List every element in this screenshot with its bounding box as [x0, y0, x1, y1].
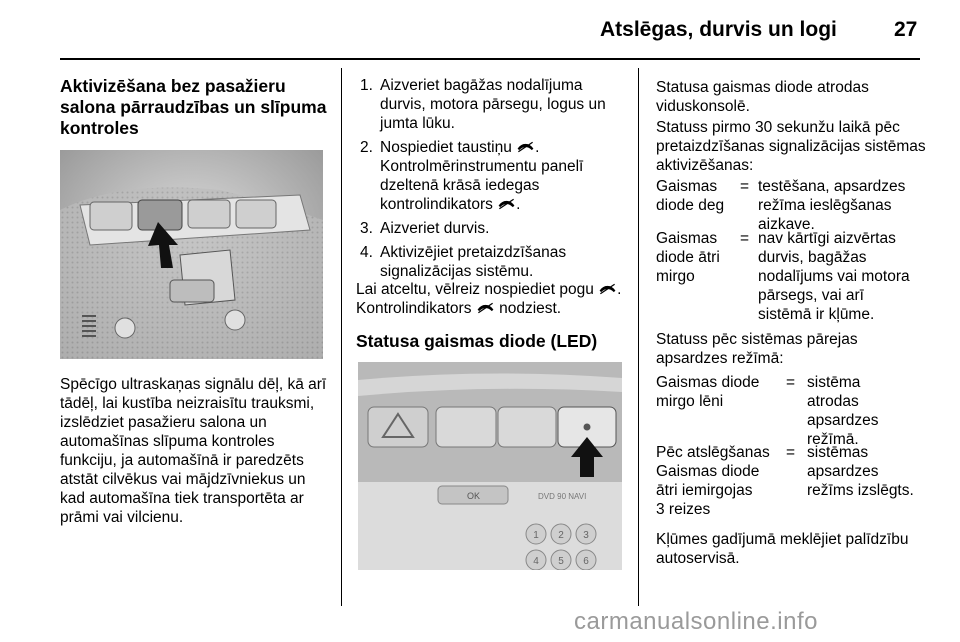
cancel-text-b: . Kontrolindikators: [356, 281, 622, 317]
status-first-30-text: Statuss pirmo 30 sekunžu laikā pēc pretaizdzīšanas signalizācijas sistēmas aktivizēšanas:: [656, 119, 926, 174]
keypad-key-3: 3: [583, 530, 589, 541]
status-equals: =: [786, 374, 796, 391]
center-console-photo: [358, 362, 622, 570]
status-key: Pēc atslēgšanas Gaismas diode ātri iemirgojas 3 reizes: [656, 444, 770, 518]
header-rule: [60, 58, 920, 60]
header-title: Atslēgas, durvis un logi: [600, 18, 837, 41]
status-value: testēšana, apsardzes režīma ieslēgšanas aizkave.: [758, 178, 906, 233]
status-row: [656, 443, 926, 519]
step-text: Kontrolmērinstrumentu panelī dzeltenā krāsā iedegas kontrolindikators: [380, 158, 584, 213]
status-after-text: Statuss pēc sistēmas pārejas apsardzes režīmā:: [656, 331, 858, 367]
step-number: 3.: [360, 220, 373, 237]
column-divider-1: [341, 68, 342, 606]
keypad-key-6: 6: [583, 556, 589, 567]
status-value: nav kārtīgi aizvērtas durvis, bagāžas nodalījums vai motora pārsegs, vai arī sistēmā ir kļūme.: [758, 230, 910, 323]
step-text: Aizveriet bagāžas nodalījuma durvis, motora pārsegu, logus un jumta lūku.: [380, 77, 606, 132]
status-value: sistēma atrodas apsardzes režīmā.: [807, 374, 879, 448]
status-equals: =: [740, 178, 750, 195]
step-text: Aizveriet durvis.: [380, 220, 490, 237]
status-value: sistēmas apsardzes režīms izslēgts.: [807, 444, 914, 499]
status-row: [656, 177, 926, 233]
status-row: [656, 373, 926, 449]
cancel-text-c: nodziest.: [499, 300, 562, 317]
step-2: [360, 138, 632, 214]
dvd-navi-label: DVD 90 NAVI: [538, 492, 587, 501]
step-number: 2.: [360, 139, 373, 156]
cancel-text: [356, 280, 632, 318]
status-equals: =: [786, 444, 796, 461]
page-number: 27: [894, 18, 918, 41]
step-1: [360, 76, 632, 133]
keypad-key-2: 2: [558, 530, 564, 541]
status-key: Gaismas diode ātri mirgo: [656, 230, 720, 285]
led-location-text: Statusa gaismas diode atrodas viduskonsolē.: [656, 79, 869, 115]
fault-text: Kļūmes gadījumā meklējiet palīdzību autoservisā.: [656, 531, 909, 567]
watermark: carmanualsonline.info: [574, 608, 818, 635]
status-equals: =: [740, 230, 750, 247]
interior-monitoring-icon: [497, 198, 516, 210]
step-number: 1.: [360, 77, 373, 94]
activation-steps: [360, 76, 632, 286]
column-divider-2: [638, 68, 639, 606]
ok-key-label: OK: [467, 491, 481, 501]
keypad-key-5: 5: [558, 556, 564, 567]
interior-monitoring-icon: [516, 141, 535, 153]
step-3: [360, 219, 632, 238]
step-number: 4.: [360, 244, 373, 261]
cancel-text-a: Lai atceltu, vēlreiz nospiediet pogu: [356, 281, 594, 298]
interior-monitoring-icon: [598, 283, 617, 295]
step-4: [360, 243, 632, 281]
status-row: [656, 229, 926, 325]
keypad-key-1: 1: [533, 530, 539, 541]
step-text: .: [516, 196, 521, 213]
step-text: .: [535, 139, 540, 156]
overhead-console-photo: [60, 150, 323, 359]
section-title-led: Statusa gaismas diode (LED): [356, 331, 598, 351]
keypad-key-4: 4: [533, 556, 539, 567]
section-title-deactivation: Aktivizēšana bez pasažieru salona pārraudzības un slīpuma kontroles: [60, 76, 327, 138]
step-text: Aktivizējiet pretaizdzīšanas signalizācijas sistēmu.: [380, 244, 567, 280]
status-key: Gaismas diode mirgo lēni: [656, 374, 760, 410]
step-text: Nospiediet taustiņu: [380, 139, 512, 156]
interior-monitoring-icon: [476, 302, 495, 314]
status-key: Gaismas diode deg: [656, 178, 725, 214]
deactivation-text: Spēcīgo ultraskaņas signālu dēļ, kā arī tādēļ, lai kustība neizraisītu trauksmi, izslēdziet pasažieru salona un automašīnas slīpuma kontroles funkciju, ja automašīnā ir paredzēts atstāt cilvēkus vai mājdzīvniekus un kad automašīna tiek transportēta ar prāmi vai vilcienu.: [60, 376, 327, 526]
